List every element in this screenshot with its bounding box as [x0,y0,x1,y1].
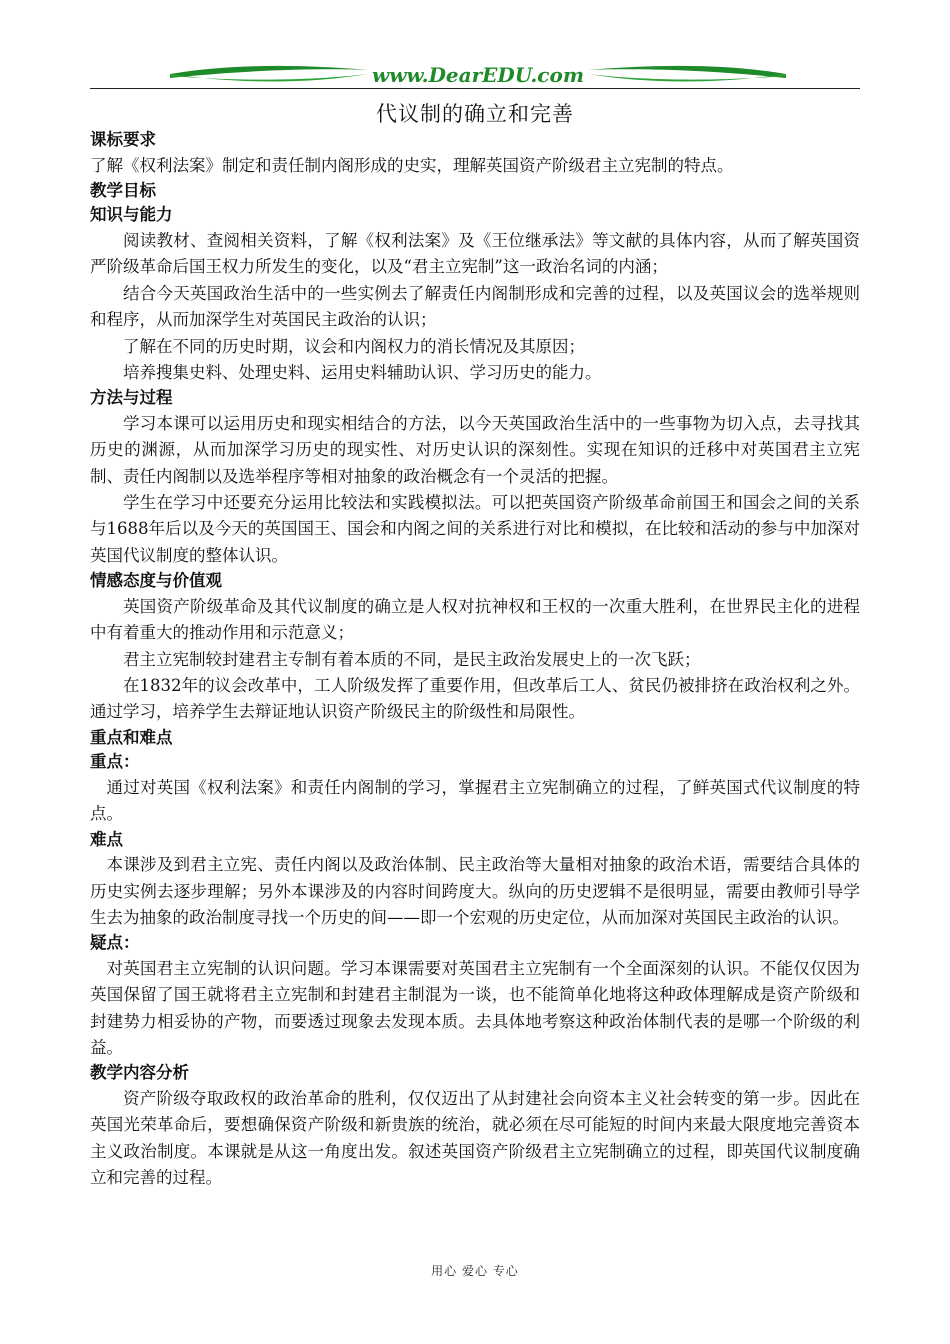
logo-text: www.DearEDU.com [371,63,585,87]
zhishi-paragraph-4: 培养搜集史料、处理史料、运用史料辅助认识、学习历史的能力。 [123,362,602,382]
heading-nandian: 难点 [90,829,123,849]
yidian-text: 对英国君主立宪制的认识问题。学习本课需要对英国君主立宪制有一个全面深刻的认识。不能仅仅因为英国保留了国王就将君主立宪制和封建君主制混为一谈，也不能简单化地将这种政体理解成是资产阶级和封建势力相妥协的产物，而要透过现象去发现本质。去具体地考察这种政治体制代表的是哪一个阶级的利益。 [90,958,860,1058]
nandian-text: 本课涉及到君主立宪、责任内阁以及政治体制、民主政治等大量相对抽象的政治术语，需要结合具体的历史实例去逐步理解；另外本课涉及的内容时间跨度大。纵向的历史逻辑不是很明显，需要由教师引导学生去为抽象的政治制度寻找一个历史的间——即一个宏观的历史定位，从而加深对英国民主政治的认识。 [90,855,860,927]
kebiao-text: 了解《权利法案》制定和责任制内阁形成的史实，理解英国资产阶级君主立宪制的特点。 [90,155,734,175]
zhongdian-text: 通过对英国《权利法案》和责任内阁制的学习，掌握君主立宪制确立的过程，了鲜英国式代议制度的特点。 [90,777,860,824]
qinggan-paragraph-3: 在1832年的议会改革中，工人阶级发挥了重要作用，但改革后工人、贫民仍被排挤在政治权利之外。通过学习，培养学生去辩证地认识资产阶级民主的阶级性和局限性。 [90,676,860,722]
fangfa-paragraph-2: 学生在学习中还要充分运用比较法和实践模拟法。可以把英国资产阶级革命前国王和国会之间的关系与1688年后以及今天的英国国王、国会和内阁之间的关系进行对比和模拟，在比较和活动的参与中加深对英国代议制度的整体认识。 [90,493,860,565]
dearedu-logo [168,62,788,88]
heading-qinggan: 情感态度与价值观 [90,571,222,591]
heading-yidian: 疑点： [90,933,140,953]
heading-zhishi: 知识与能力 [90,205,173,225]
heading-neirong: 教学内容分析 [90,1063,189,1083]
document-body [90,128,860,1192]
heading-zhongdian: 重点： [90,752,140,772]
qinggan-paragraph-1: 英国资产阶级革命及其代议制度的确立是人权对抗神权和王权的一次重大胜利，在世界民主化的进程中有着重大的推动作用和示范意义； [90,596,860,643]
heading-jiaoxue: 教学目标 [90,180,156,200]
header-rule [90,88,860,89]
page-footer: 用心 爱心 专心 [431,1264,519,1278]
heading-zhongnan: 重点和难点 [90,727,173,747]
zhishi-paragraph-1: 阅读教材、查阅相关资料，了解《权利法案》及《王位继承法》等文献的具体内容，从而了解英国资严阶级革命后国王权力所发生的变化，以及“君主立宪制”这一政治名词的内涵； [90,230,860,277]
page-title: 代议制的确立和完善 [376,102,574,126]
qinggan-paragraph-2: 君主立宪制较封建君主专制有着本质的不同，是民主政治发展史上的一次飞跃； [123,649,701,669]
zhishi-paragraph-2: 结合今天英国政治生活中的一些实例去了解责任内阁制形成和完善的过程，以及英国议会的选举规则和程序，从而加深学生对英国民主政治的认识； [90,283,860,330]
heading-fangfa: 方法与过程 [90,388,173,408]
heading-kebiao: 课标要求 [90,130,156,149]
zhishi-paragraph-3: 了解在不同的历史时期，议会和内阁权力的消长情况及其原因； [123,336,585,356]
fangfa-paragraph-1: 学习本课可以运用历史和现实相结合的方法，以今天英国政治生活中的一些事物为切入点，去寻找其历史的渊源，从而加深学习历史的现实性、对历史认识的深刻性。实现在知识的迁移中对英国君主立宪制、责任内阁制以及选举程序等相对抽象的政治概念有一个灵活的把握。 [90,413,860,486]
neirong-text: 资产阶级夺取政权的政治革命的胜利，仅仅迈出了从封建社会向资本主义社会转变的第一步。因此在英国光荣革命后，要想确保资产阶级和新贵族的统治，就必须在尽可能短的时间内来最大限度地完善资本主义政治制度。本课就是从这一角度出发。叙述英国资产阶级君主立宪制确立的过程，即英国代议制度确立和完善的过程。 [90,1088,860,1188]
